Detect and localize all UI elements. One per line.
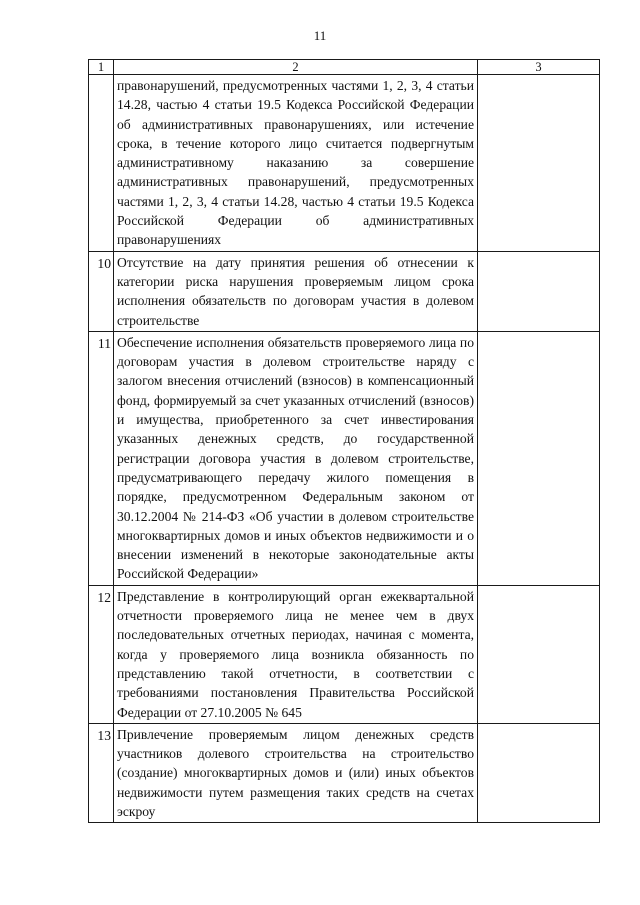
page-number: 11: [313, 28, 327, 43]
table-row: [89, 723, 600, 822]
row-criterion-text: правонарушений, предусмотренных частями 1, 2, 3, 4 статьи 14.28, частью 4 статьи 19.5 Кодекса Российской Федерации об административных правонарушениях, или истечение срока, в течение которого лицо считается подвергнутым административному наказанию за совершение административных правонарушений, предусмотренных частями 1, 2, 3, 4 статьи 14.28, частью 4 статьи 19.5 Кодекса Российской Федерации об административных правонарушениях: [114, 75, 478, 252]
row-criterion-text: Представление в контролирующий орган ежеквартальной отчетности проверяемого лица не менее чем в двух последовательных отчетных периодах, начиная с момента, когда у проверяемого лица возникла обязанность по представлению такой отчетности, в соответствии с требованиями постановления Правительства Российской Федерации от 27.10.2005 № 645: [114, 585, 478, 723]
row-number: [89, 75, 114, 252]
row-note-cell: [478, 723, 600, 822]
row-number: 11: [89, 331, 114, 585]
header-col-3: 3: [478, 60, 600, 75]
table-row: [89, 75, 600, 252]
row-note-cell: [478, 75, 600, 252]
row-criterion-text: Привлечение проверяемым лицом денежных средств участников долевого строительства на строительство (создание) многоквартирных домов и (или) иных объектов недвижимости путем размещения таких средств на счетах эскроу: [114, 723, 478, 822]
row-number: 13: [89, 723, 114, 822]
table-header-row: [89, 60, 600, 75]
row-note-cell: [478, 331, 600, 585]
table-row: [89, 585, 600, 723]
table-row: [89, 331, 600, 585]
header-col-2: 2: [114, 60, 478, 75]
table-row: [89, 251, 600, 331]
row-number: 12: [89, 585, 114, 723]
row-criterion-text: Обеспечение исполнения обязательств проверяемого лица по договорам участия в долевом строительстве наряду с залогом внесения отчислений (взносов) в компенсационный фонд, формируемый за счет указанных отчислений (взносов) и имущества, приобретенного за счет инвестирования указанных денежных средств, до государственной регистрации договора участия в долевом строительстве, предусматривающего передачу жилого помещения в порядке, предусмотренном Федеральным законом от 30.12.2004 № 214-ФЗ «Об участии в долевом строительстве многоквартирных домов и иных объектов недвижимости и о внесении изменений в некоторые законодательные акты Российской Федерации»: [114, 331, 478, 585]
row-criterion-text: Отсутствие на дату принятия решения об отнесении к категории риска нарушения проверяемым лицом срока исполнения обязательств по договорам участия в долевом строительстве: [114, 251, 478, 331]
row-note-cell: [478, 251, 600, 331]
criteria-table: [88, 59, 600, 823]
header-col-1: 1: [89, 60, 114, 75]
row-number: 10: [89, 251, 114, 331]
row-note-cell: [478, 585, 600, 723]
